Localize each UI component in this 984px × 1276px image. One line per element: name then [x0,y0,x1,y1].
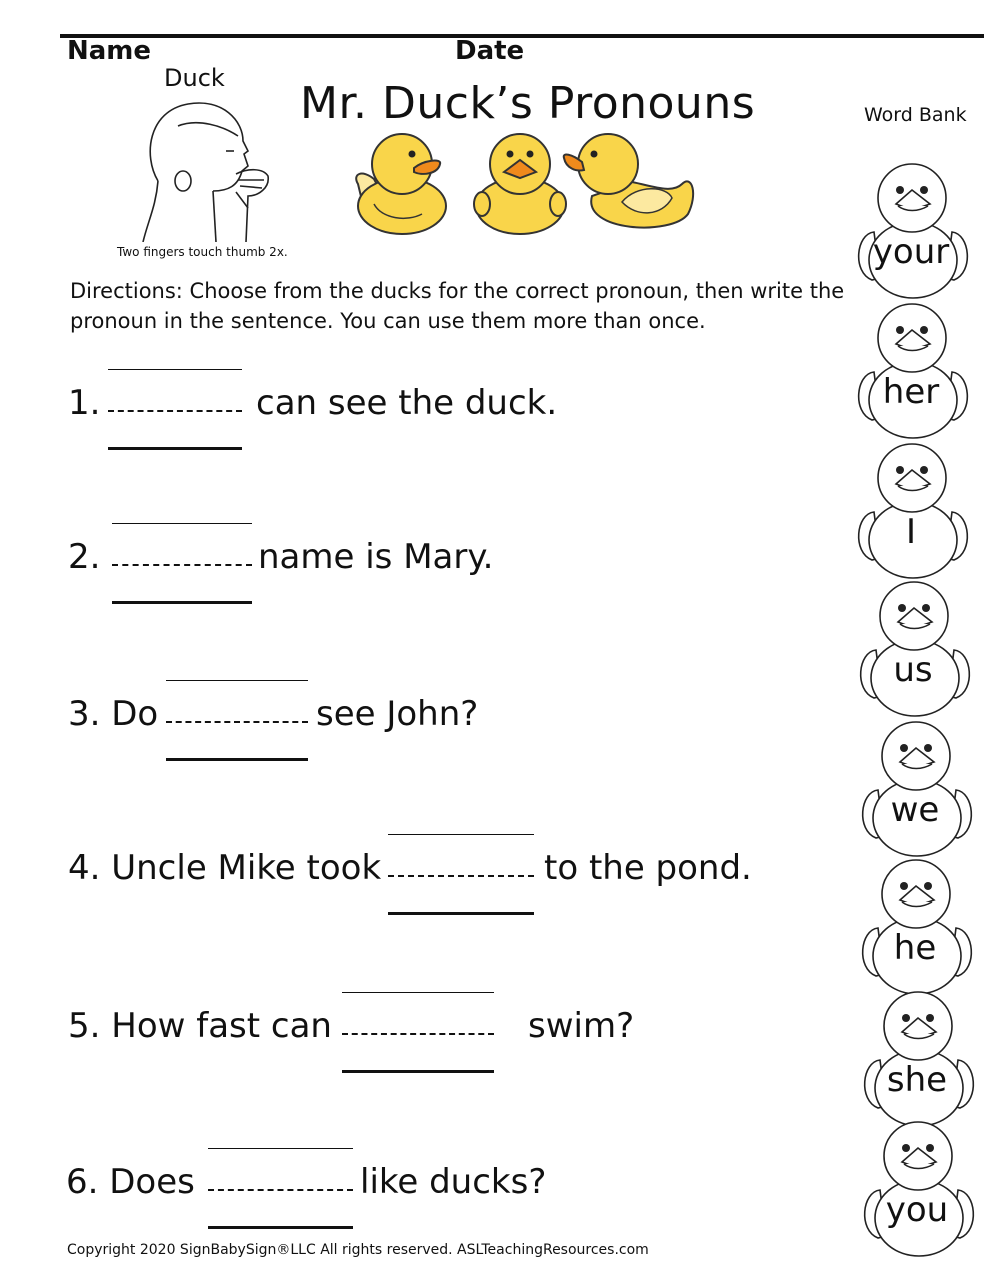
word-bank-duck [858,988,982,1128]
handwriting-top-line [108,369,242,370]
question-text: to the pond. [544,848,752,888]
question-prefix: 2. [68,537,101,577]
word-bank-word: her [882,372,940,412]
answer-blank[interactable] [208,1226,353,1229]
word-bank-word: I [905,512,917,552]
duck-outline-icon [858,1118,982,1258]
question-text: swim? [528,1006,635,1046]
handwriting-mid-line [208,1189,353,1191]
duck-illustration-2 [470,124,570,236]
word-bank-duck [858,1118,982,1258]
duck-outline-icon [852,440,976,580]
word-bank-duck [852,160,976,300]
word-bank-duck [852,440,976,580]
answer-blank[interactable] [108,447,242,450]
duck-outline-icon [854,578,978,718]
duck-outline-icon [856,856,980,996]
answer-blank[interactable] [166,758,308,761]
page-title: Mr. Duck’s Pronouns [300,78,756,129]
answer-blank[interactable] [388,912,534,915]
question-prefix: 3. Do [68,694,159,734]
directions: Directions: Choose from the ducks for the correct pronoun, then write the pronoun in the sentence. You can use them more than once. [70,279,845,333]
handwriting-mid-line [388,875,534,877]
word-bank-duck [856,718,980,858]
handwriting-top-line [342,992,494,993]
handwriting-top-line [112,523,252,524]
question-prefix: 5. How fast can [68,1006,332,1046]
duck-illustration-3 [562,124,702,236]
word-bank-word: you [885,1190,949,1230]
answer-blank[interactable] [342,1070,494,1073]
duck-outline-icon [852,160,976,300]
sign-illustration [138,96,288,242]
sign-caption: Two fingers touch thumb 2x. [117,245,288,259]
word-bank-word: us [893,650,933,690]
question-text: name is Mary. [258,537,494,577]
word-bank-word: he [893,928,937,968]
question-prefix: 6. Does [66,1162,195,1202]
date-label: Date [455,36,525,66]
copyright-footer: Copyright 2020 SignBabySign®LLC All rights reserved. ASLTeachingResources.com [67,1242,649,1258]
handwriting-mid-line [108,410,242,412]
word-bank-label: Word Bank [864,104,967,126]
handwriting-top-line [208,1148,353,1149]
handwriting-top-line [388,834,534,835]
handwriting-top-line [166,680,308,681]
duck-outline-icon [858,988,982,1128]
name-label: Name [67,36,152,66]
word-bank-duck [856,856,980,996]
word-bank-word: we [890,790,940,830]
duck-outline-icon [852,300,976,440]
question-prefix: 4. Uncle Mike took [68,848,382,888]
question-prefix: 1. [68,383,101,423]
handwriting-mid-line [342,1033,494,1035]
answer-blank[interactable] [112,601,252,604]
question-text: can see the duck. [256,383,558,423]
duck-illustration-1 [352,124,452,236]
handwriting-mid-line [112,564,252,566]
handwriting-mid-line [166,721,308,723]
word-bank-word: your [872,232,950,272]
word-bank-duck [852,300,976,440]
duck-outline-icon [856,718,980,858]
question-text: see John? [316,694,479,734]
sign-word: Duck [164,64,225,92]
word-bank-duck [854,578,978,718]
word-bank-word: she [886,1060,948,1100]
question-text: like ducks? [360,1162,547,1202]
